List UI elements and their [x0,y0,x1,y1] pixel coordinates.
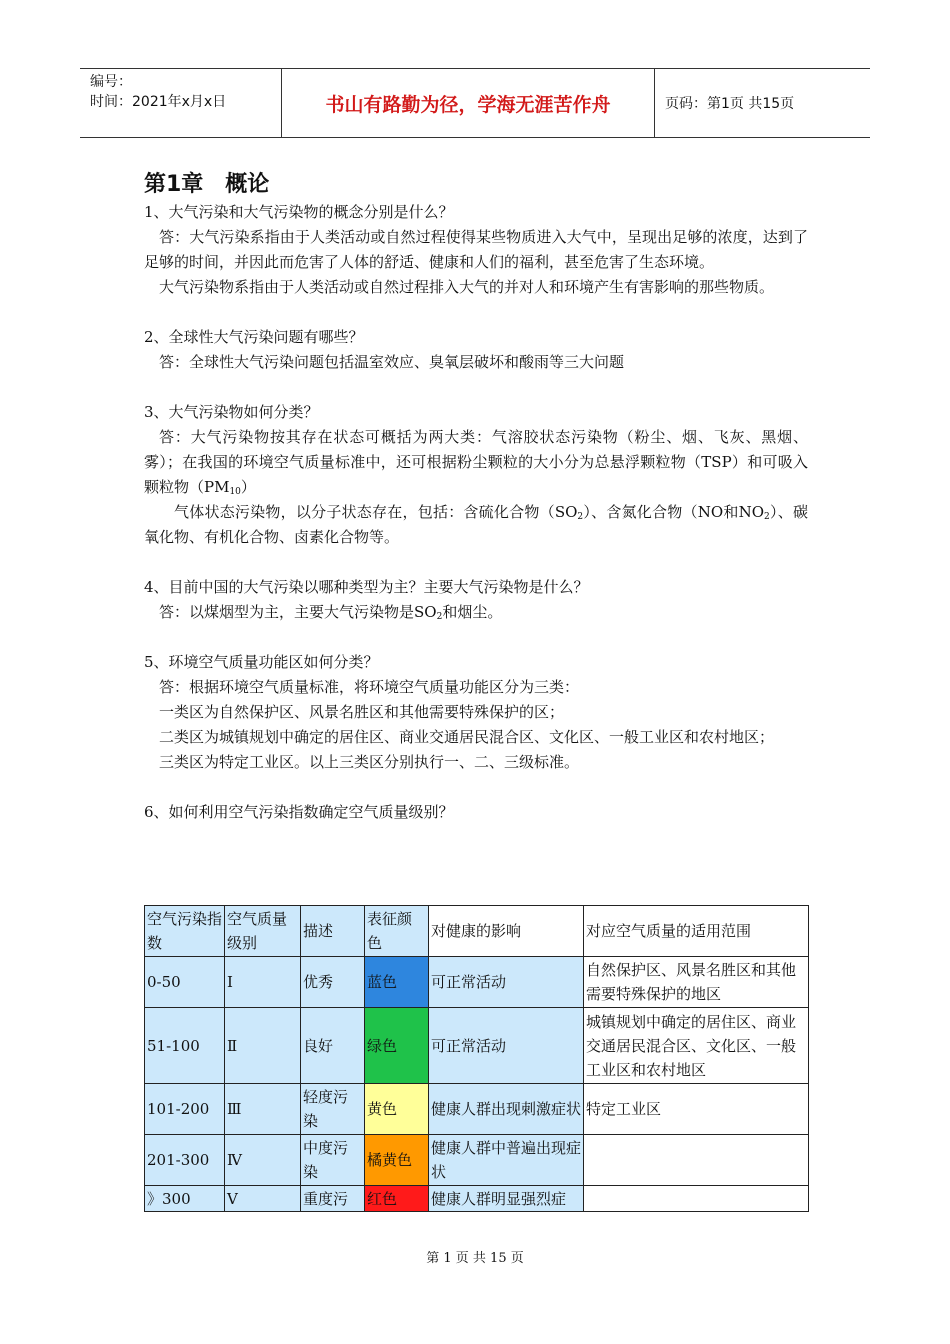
cell-desc: 轻度污染 [301,1084,365,1135]
table-row [145,957,809,1008]
question-1: 1、大气污染和大气污染物的概念分别是什么？ [144,203,454,221]
answer-3: 答：大气污染物按其存在状态可概括为两大类：气溶胶状态污染物（粉尘、烟、飞灰、黑烟、雾）；在我国的环境空气质量标准中，还可根据粉尘颗粒的大小分为总悬浮颗粒物（TSP）和可吸入颗粒物$(PM_{10})$ [144,428,808,497]
table-row [145,1186,809,1212]
cell-scope: 城镇规划中确定的居住区、商业交通居民混合区、文化区、一般工业区和农村地区 [584,1008,809,1084]
question-4: 4、目前中国的大气污染以哪种类型为主？主要大气污染物是什么？ [144,578,589,596]
aqi-table [144,905,809,1212]
number-label: 编号： [90,74,132,90]
answer-5: 答：根据环境空气质量标准，将环境空气质量功能区分为三类： [159,678,580,696]
cell-index: 101-200 [145,1084,225,1135]
cell-level: Ⅰ [225,957,301,1008]
table-row [145,1008,809,1084]
cell-level: Ⅱ [225,1008,301,1084]
cell-health: 健康人群明显强烈症 [429,1186,584,1212]
answer-5-line3: 三类区为特定工业区。以上三类区分别执行一、二、三级标准。 [159,753,580,771]
answer-1-cont: 大气污染物系指由于人类活动或自然过程排入大气的并对人和环境产生有害影响的那些物质。 [159,278,775,296]
header-scope: 对应空气质量的适用范围 [584,906,809,957]
cell-desc: 重度污 [301,1186,365,1212]
date-label: 时间：2021年x月x日 [90,94,227,110]
question-2: 2、全球性大气污染问题有哪些？ [144,328,364,346]
cell-color: 绿色 [365,1008,429,1084]
header-motto: 书山有路勤为径，学海无涯苦作舟 [282,69,655,137]
cell-desc: 良好 [301,1008,365,1084]
answer-2: 答：全球性大气污染问题包括温室效应、臭氧层破坏和酸雨等三大问题 [159,353,625,371]
table-row [145,1084,809,1135]
header-color: 表征颜色 [365,906,429,957]
answer-4: 答：以煤烟型为主，主要大气污染物是$SO_2$和烟尘。 [159,603,503,622]
document-body [144,170,808,825]
cell-color: 红色 [365,1186,429,1212]
cell-desc: 优秀 [301,957,365,1008]
table-row [145,1135,809,1186]
cell-desc: 中度污染 [301,1135,365,1186]
cell-index: 201-300 [145,1135,225,1186]
table-header-row [145,906,809,957]
page-footer: 第 1 页 共 15 页 [426,1251,524,1266]
cell-level: Ⅴ [225,1186,301,1212]
header-level: 空气质量级别 [225,906,301,957]
page-header [80,68,870,138]
header-page-info: 页码：第1页 共15页 [665,96,795,112]
cell-color: 黄色 [365,1084,429,1135]
question-5: 5、环境空气质量功能区如何分类？ [144,653,379,671]
answer-5-line1: 一类区为自然保护区、风景名胜区和其他需要特殊保护的区； [159,703,565,721]
cell-scope [584,1186,809,1212]
header-desc: 描述 [301,906,365,957]
header-index: 空气污染指数 [145,906,225,957]
header-meta [80,69,282,137]
cell-level: Ⅳ [225,1135,301,1186]
answer-3-gas: 气体状态污染物，以分子状态存在，包括：含硫化合物$(SO_2)$、含氮化合物（NO和$NO_2$）、碳氧化物、有机化合物、卤素化合物等。 [144,503,808,546]
answer-5-line2: 二类区为城镇规划中确定的居住区、商业交通居民混合区、文化区、一般工业区和农村地区； [159,728,775,746]
chapter-title: 第1章 概论 [144,172,270,197]
answer-1: 答：大气污染系指由于人类活动或自然过程使得某些物质进入大气中，呈现出足够的浓度，达到了足够的时间，并因此而危害了人体的舒适、健康和人们的福利，甚至危害了生态环境。 [144,228,808,271]
cell-index: 》300 [145,1186,225,1212]
question-6: 6、如何利用空气污染指数确定空气质量级别？ [144,803,454,821]
cell-level: Ⅲ [225,1084,301,1135]
cell-health: 健康人群出现刺激症状 [429,1084,584,1135]
header-health: 对健康的影响 [429,906,584,957]
cell-color: 橘黄色 [365,1135,429,1186]
cell-index: 51-100 [145,1008,225,1084]
cell-health: 健康人群中普遍出现症状 [429,1135,584,1186]
cell-scope: 特定工业区 [584,1084,809,1135]
cell-health: 可正常活动 [429,1008,584,1084]
cell-scope: 自然保护区、风景名胜区和其他需要特殊保护的地区 [584,957,809,1008]
question-3: 3、大气污染物如何分类？ [144,403,319,421]
cell-index: 0-50 [145,957,225,1008]
cell-scope [584,1135,809,1186]
cell-health: 可正常活动 [429,957,584,1008]
cell-color: 蓝色 [365,957,429,1008]
